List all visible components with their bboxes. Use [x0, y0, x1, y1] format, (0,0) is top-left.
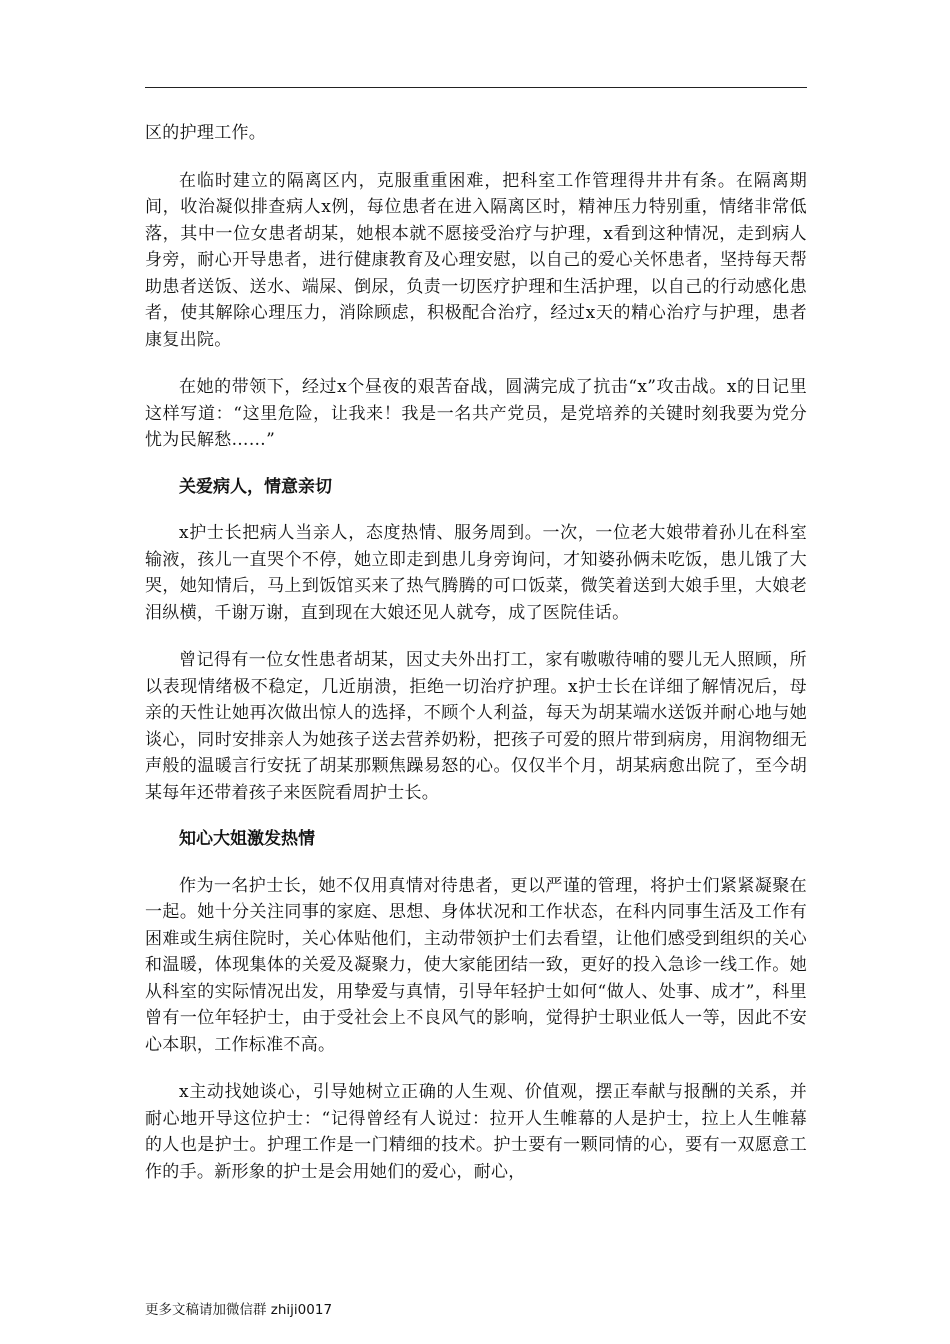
header-rule [145, 87, 807, 88]
paragraph: 在临时建立的隔离区内，克服重重困难，把科室工作管理得井井有条。在隔离期间，收治凝似排查病人x例，每位患者在进入隔离区时，精神压力特别重，情绪非常低落，其中一位女患者胡某，她根本就不愿接受治疗与护理，x看到这种情况，走到病人身旁，耐心开导患者，进行健康教育及心理安慰，以自己的爱心关怀患者，坚持每天帮助患者送饭、送水、端屎、倒尿，负责一切医疗护理和生活护理，以自己的行动感化患者，使其解除心理压力，消除顾虑，积极配合治疗，经过x天的精心治疗与护理，患者康复出院。 [145, 170, 807, 350]
paragraph: 在她的带领下，经过x个昼夜的艰苦奋战，圆满完成了抗击“x”攻击战。x的日记里这样写道：“这里危险，让我来！我是一名共产党员，是党培养的关键时刻我要为党分忧为民解愁……” [145, 377, 807, 450]
document-body [145, 120, 807, 1185]
paragraph: x主动找她谈心，引导她树立正确的人生观、价值观，摆正奉献与报酬的关系，并耐心地开导这位护士：“记得曾经有人说过：拉开人生帷幕的人是护士，拉上人生帷幕的人也是护士。护理工作是一门精细的技术。护士要有一颗同情的心，要有一双愿意工作的手。新形象的护士是会用她们的爱心，耐心， [145, 1082, 807, 1182]
paragraph: x护士长把病人当亲人，态度热情、服务周到。一次，一位老大娘带着孙儿在科室输液，孩儿一直哭个不停，她立即走到患儿身旁询问，才知婆孙俩未吃饭，患儿饿了大哭，她知情后，马上到饭馆买来了热气腾腾的可口饭菜，微笑着送到大娘手里，大娘老泪纵横，千谢万谢，直到现在大娘还见人就夸，成了医院佳话。 [145, 523, 807, 623]
paragraph: 区的护理工作。 [145, 123, 267, 143]
section-heading: 关爱病人，情意亲切 [179, 476, 332, 497]
paragraph: 作为一名护士长，她不仅用真情对待患者，更以严谨的管理，将护士们紧紧凝聚在一起。她十分关注同事的家庭、思想、身体状况和工作状态，在科内同事生活及工作有困难或生病住院时，关心体贴他们，主动带领护士们去看望，让他们感受到组织的关心和温暖，体现集体的关爱及凝聚力，使大家能团结一致，更好的投入急诊一线工作。她从科室的实际情况出发，用挚爱与真情，引导年轻护士如何“做人、处事、成才”，科里曾有一位年轻护士，由于受社会上不良风气的影响，觉得护士职业低人一等，因此不安心本职，工作标准不高。 [145, 875, 807, 1055]
section-heading: 知心大姐激发热情 [179, 829, 315, 849]
paragraph: 曾记得有一位女性患者胡某，因丈夫外出打工，家有嗷嗷待哺的婴儿无人照顾，所以表现情绪极不稳定，几近崩溃，拒绝一切治疗护理。x护士长在详细了解情况后，母亲的天性让她再次做出惊人的选择，不顾个人利益，每天为胡某端水送饭并耐心地与她谈心，同时安排亲人为她孩子送去营养奶粉，把孩子可爱的照片带到病房，用润物细无声般的温暖言行安抚了胡某那颗焦躁易怒的心。仅仅半个月，胡某病愈出院了，至今胡某每年还带着孩子来医院看周护士长。 [145, 650, 807, 803]
footer-note: 更多文稿请加微信群 zhiji0017 [145, 1302, 333, 1318]
